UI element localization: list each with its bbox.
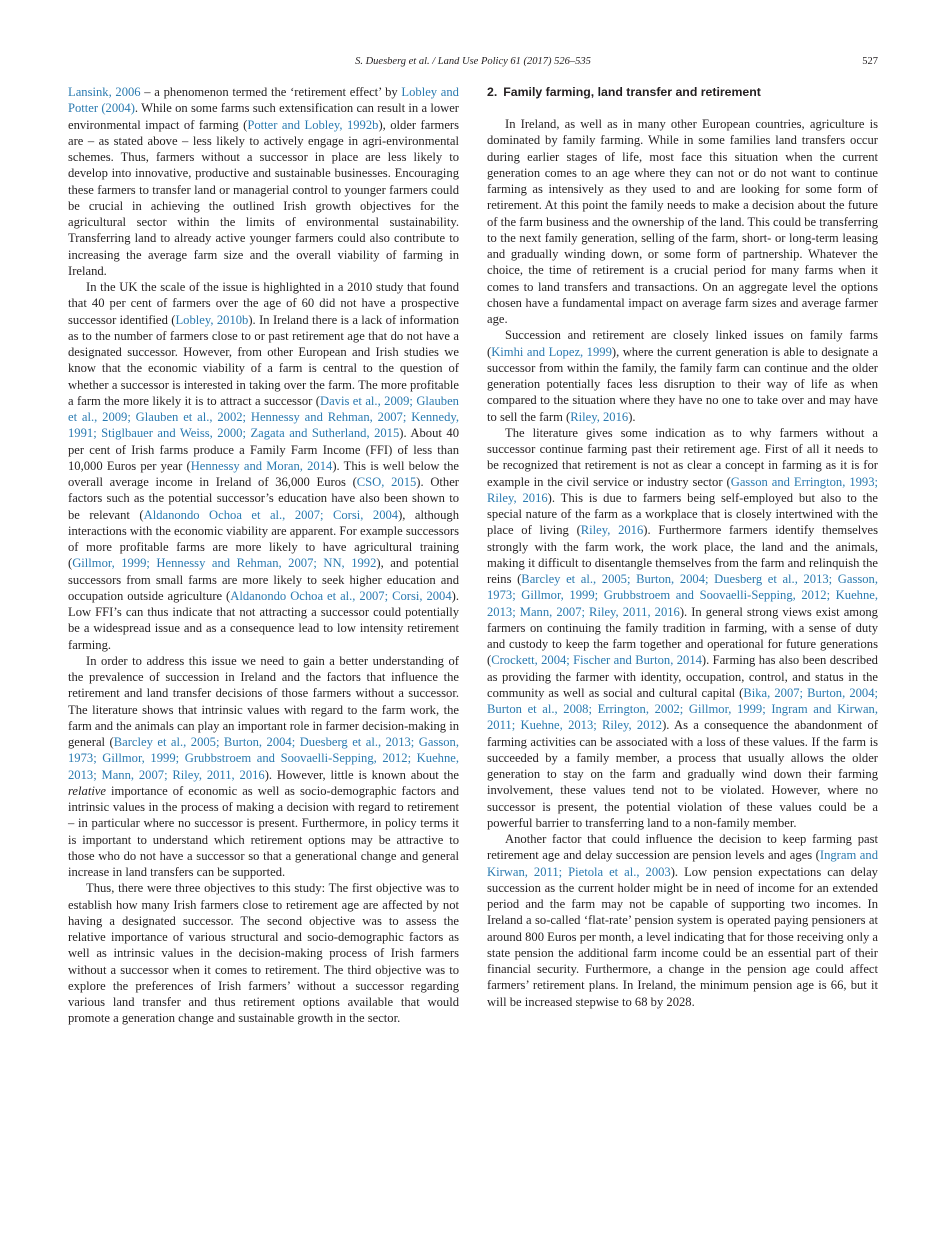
citation-link[interactable]: Lobley and Potter (2004) [68, 85, 459, 116]
paragraph-text: ), where the current generation is able to designate a successor from within the family, the family farm can continue and the older generation potentially faces less disruption to their way of life as when compared to the situation where they have no one to take over and may have to sell the farm ( [487, 344, 878, 424]
paragraph-text: ). Low pension expectations can delay succession as the current holder might be in need of income for an extended period and the farm may not be capable of supporting two incomes. In Ireland a so-called ‘flat-rate’ pension system is operated paying pensioners at around 800 Euros per month, a level indicating that for those receiving only a state pension the additional farm income could be an essential part of their financial security. Furthermore, a change in the pension age could affect farmers’ retirement plans. In Ireland, the minimum pension age is 66, but it will be increased stepwise to 68 by 2028. [487, 864, 878, 1009]
journal-citation: S. Duesberg et al. / Land Use Policy 61 (2017) 526–535 [355, 56, 591, 67]
paragraph [68, 84, 459, 279]
section-title: Family farming, land transfer and retirement [503, 85, 761, 99]
paragraph-text: Succession and retirement are closely linked issues on family farms ( [487, 328, 878, 359]
paragraph [68, 880, 459, 1026]
citation-link[interactable]: Davis et al., 2009; Glauben et al., 2009; Glauben et al., 2002; Hennessy and Rehman, 2007; Kennedy, 1991; Stiglbauer and Weiss, 2000; Zagata and Sutherland, 2015 [68, 393, 459, 441]
citation-link[interactable]: Potter and Lobley, 1992b [247, 117, 379, 132]
paragraph-text: ). Furthermore farmers identify themselves strongly with the farm work, the work place, the land and the animals, making it difficult to disentangle themselves from the farm and relinquish the reins ( [487, 523, 878, 586]
paragraph-text: ). Other factors such as the potential successor’s education have also been shown to be relevant ( [68, 475, 459, 522]
citation-link[interactable]: Lobley, 2010b [175, 312, 249, 327]
citation-link[interactable]: Barcley et al., 2005; Burton, 2004; Duesberg et al., 2013; Gasson, 1973; Gillmor, 1999; Grubbstroem and Soovaelli-Sepping, 2012; Kuehne, 2013; Mann, 2007; Riley, 2011, 2016 [487, 572, 878, 619]
paragraph-text: ). This is due to farmers being self-employed but also to the special nature of the farm as a workplace that is closely intertwined with the place of living ( [487, 490, 879, 538]
emphasis-text: relative [68, 783, 106, 798]
citation-link[interactable]: CSO, 2015 [356, 475, 417, 489]
paragraph [487, 425, 878, 831]
paragraph-text: ), although interactions with the economic viability are apparent. For example successors of more profitable farms are more likely to have agricultural training ( [68, 507, 459, 571]
section-heading [487, 84, 878, 100]
citation-link[interactable]: Gillmor, 1999; Hennessy and Rehman, 2007; NN, 1992 [72, 556, 377, 571]
citation-link[interactable]: Riley, 2016 [580, 523, 644, 538]
paragraph [68, 279, 459, 653]
paragraph [487, 831, 878, 1010]
paragraph-text: In the UK the scale of the issue is highlighted in a 2010 study that found that 40 per cent of farmers over the age of 60 did not have a prospective successor identified ( [68, 280, 459, 327]
paragraph-text: ). As a consequence the abandonment of farming activities can be associated with a loss of these values. If the farm is succeeded by a family member, a process that usually allows the older generation to stay on the farm and gradually wind down their farming involvement, these values tend not to be violated. However, where no successor is present, the potential violation of these values could be a powerful barrier to transferring land to a non-family member. [487, 718, 878, 830]
citation-link[interactable]: Barcley et al., 2005; Burton, 2004; Duesberg et al., 2013; Gasson, 1973; Gillmor, 1999; Grubbstroem and Soovaelli-Sepping, 2012; Kuehne, 2013; Mann, 2007; Riley, 2011, 2016 [68, 735, 460, 782]
citation-link[interactable]: Riley, 2016 [570, 409, 629, 424]
paragraph-text: The literature gives some indication as to why farmers without a successor continue farming past their retirement age. First of all it needs to be recognized that retirement is not as clear a concept in farming as it is for example in the civil service or industry sector ( [487, 425, 878, 489]
citation-link[interactable]: Hennessy and Moran, 2014 [190, 458, 333, 473]
section-number: 2. [487, 85, 498, 99]
paragraph-text: ). In general strong views exist among farmers on continuing the family tradition in farming, with a sense of duty and custody to keep the farm together and operational for future generations ( [487, 604, 878, 668]
citation-link[interactable]: Kimhi and Lopez, 1999 [491, 344, 612, 359]
paragraph [487, 116, 878, 327]
paragraph-text: ). Low FFI’s can thus indicate that not attracting a successor could potentially be a widespread issue and as a consequence lead to low intensity retirement farming. [68, 588, 459, 652]
citation-link[interactable]: Aldanondo Ochoa et al., 2007; Corsi, 2004 [230, 588, 452, 603]
citation-link[interactable]: Gasson and Errington, 1993; Riley, 2016 [487, 474, 879, 505]
paragraph-text: – a phenomenon termed the ‘retirement effect’ by [140, 85, 402, 99]
paragraph-text: ). This is well below the overall average income in Ireland of 36,000 Euros ( [68, 458, 459, 489]
running-header [68, 56, 878, 72]
paragraph-text: ). Farming has also been described as providing the farmer with identity, occupation, control, and status in the community as well as social and cultural capital ( [487, 653, 878, 700]
paragraph-text: Another factor that could influence the decision to keep farming past retirement age and delay succession are pension levels and ages ( [487, 832, 878, 863]
citation-link[interactable]: Lansink, 2006 [68, 85, 141, 99]
citation-link[interactable]: Bika, 2007; Burton, 2004; Burton et al., 2008; Errington, 2002; Gillmor, 1999; Ingram and Kirwan, 2011; Kuehne, 2013; Riley, 2012 [487, 685, 879, 733]
left-column [68, 84, 459, 1027]
paragraph-text: In Ireland, as well as in many other European countries, agriculture is dominated by family farming. While in some families land transfers occur during earlier stages of life, most face this situation when the current generation comes to an age where they can not or do not want to continue farming as intensively as they used to and are looking for some form of retirement. At this point the family needs to make a decision about the future of the farm business and the ownership of the land. This could be transferring to the next family generation, selling of the farm, short- or long-term leasing and gradually winding down, or some form of partnership. Whatever the choice, the time of retirement is a crucial period for many farms when it comes to land transfers and transactions. On an aggregate level the options chosen have a fundamental impact on average farm sizes and average farmer age. [487, 117, 878, 326]
citation-link[interactable]: Ingram and Kirwan, 2011; Pietola et al., 2003 [487, 848, 878, 879]
page-number: 527 [862, 56, 878, 67]
paragraph-text: ). However, little is known about the [264, 767, 459, 782]
paragraph-text: importance of economic as well as socio-demographic factors and intrinsic values in the process of making a decision with regard to retirement – in particular where no successor is present. Furthermore, in policy terms it is important to understand which retirement options may be attractive to those who do not have a successor so that a generational change and general increase in land transfers can be supported. [68, 783, 459, 879]
citation-link[interactable]: Crockett, 2004; Fischer and Burton, 2014 [491, 653, 702, 668]
paragraph-text: In order to address this issue we need to gain a better understanding of the prevalence of succession in Ireland and the factors that influence the retirement and land transfer decisions of those farmers without a successor. The literature shows that intrinsic values with regard to the farm work, the farm and the animals can play an important role in farmer decision-making in general ( [68, 653, 459, 749]
paragraph-text: ), older farmers are – as stated above – less likely to actively engage in agri-environmental schemes. Thus, farmers without a successor in place are less likely to develop into innovative, productive and sustainable businesses. Encouraging these farmers to transfer land or managerial control to younger farmers could be crucial in achieving the outlined Irish growth objectives for the agricultural sector within the limits of environmental sustainability. Transferring land to already active younger farmers could also contribute to increasing the average farm size and the overall viability of farming in Ireland. [68, 117, 460, 278]
paragraph-text: ). In Ireland there is a lack of information as to the number of farmers close to or past retirement age that do not have a designated successor. However, from other European and Irish studies we know that the economic viability of a farm is central to the question of whether a successor is interested in taking over the farm. The more profitable a farm the more likely it is to attract a successor ( [68, 312, 459, 408]
paragraph [487, 327, 878, 425]
paragraph-text: ). About 40 per cent of Irish farms produce a Family Farm Income (FFI) of less than 10,000 Euros per year ( [68, 426, 459, 473]
paragraph-text: . While on some farms such extensification can result in a lower environmental impact of farming ( [68, 101, 459, 132]
citation-link[interactable]: Aldanondo Ochoa et al., 2007; Corsi, 2004 [143, 507, 399, 522]
paragraph-text: ). [628, 409, 636, 424]
right-column [487, 84, 878, 1010]
paragraph-text: Thus, there were three objectives to this study: The first objective was to establish how many Irish farmers close to retirement age are affected by not having a designated successor. The second objective was to assess the relative importance of various structural and socio-demographic factors as well as intrinsic values in the decision-making process of Irish farmers without a successor when it comes to retirement. The third objective was to explore the preferences of Irish farmers’ without a successor regarding various land transfer and thus retirement options available that would promote a generation change and sustainable growth in the sector. [68, 881, 459, 1026]
paragraph-text: ), and potential successors from small farms are more likely to seek higher education and occupation outside agriculture ( [68, 556, 459, 603]
paragraph [68, 653, 459, 881]
